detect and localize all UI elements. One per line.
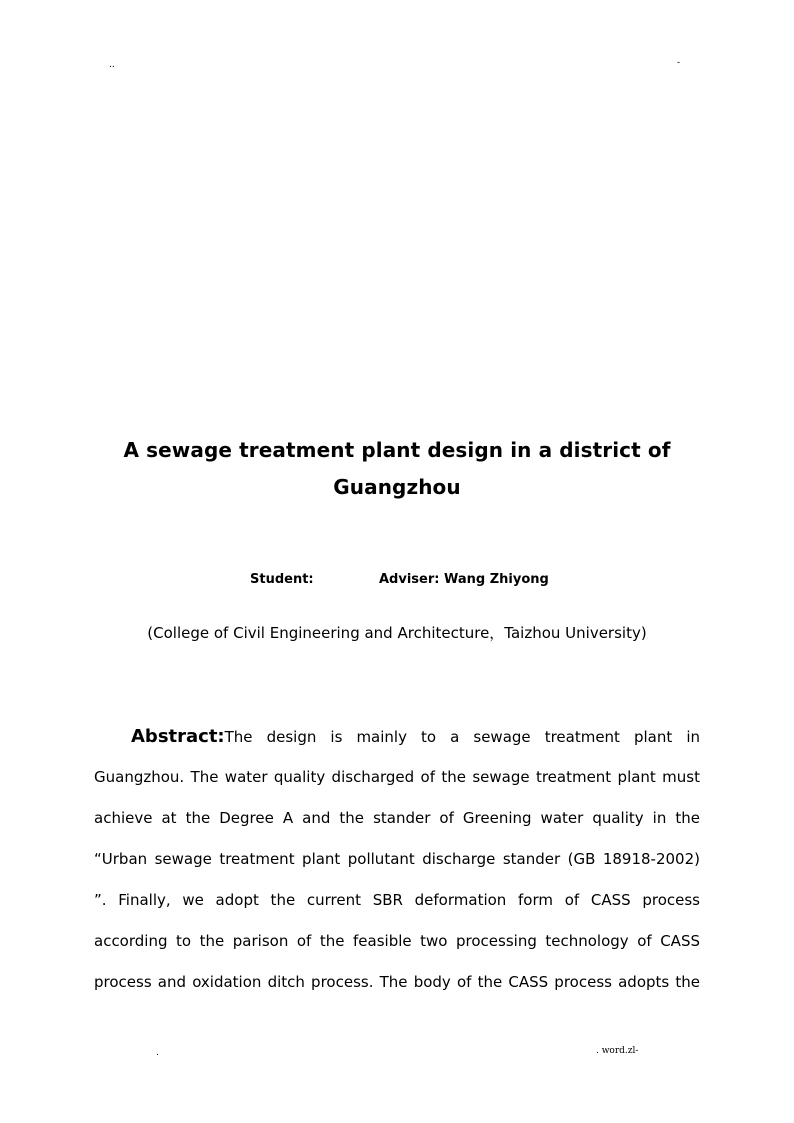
adviser-label: Adviser: Wang Zhiyong: [379, 572, 549, 587]
affiliation: (College of Civil Engineering and Architecture，Taizhou University): [147, 624, 647, 642]
abstract-line-text: The design is mainly to a sewage treatment plant in: [224, 728, 700, 746]
header-right-mark: -: [677, 58, 681, 68]
abstract-line: according to the parison of the feasible two processing technology of CASS: [94, 932, 700, 950]
abstract-line: Guangzhou. The water quality discharged of the sewage treatment plant must: [94, 768, 700, 786]
document-title: A sewage treatment plant design in a district of Guangzhou: [123, 438, 671, 499]
abstract-section: [94, 716, 700, 1003]
student-label: Student:: [250, 572, 314, 587]
footer-right-mark: . word.zl-: [596, 1046, 639, 1056]
abstract-line: ”. Finally, we adopt the current SBR deformation form of CASS process: [94, 891, 700, 909]
abstract-line: “Urban sewage treatment plant pollutant discharge stander (GB 18918-2002): [94, 850, 700, 868]
abstract-line: achieve at the Degree A and the stander of Greening water quality in the: [94, 809, 700, 827]
abstract-label: Abstract:: [131, 726, 225, 747]
header-left-mark: ..: [109, 60, 115, 70]
abstract-line: process and oxidation ditch process. The body of the CASS process adopts the: [94, 973, 700, 991]
abstract-line: [94, 716, 700, 757]
footer-left-mark: .: [156, 1048, 159, 1058]
